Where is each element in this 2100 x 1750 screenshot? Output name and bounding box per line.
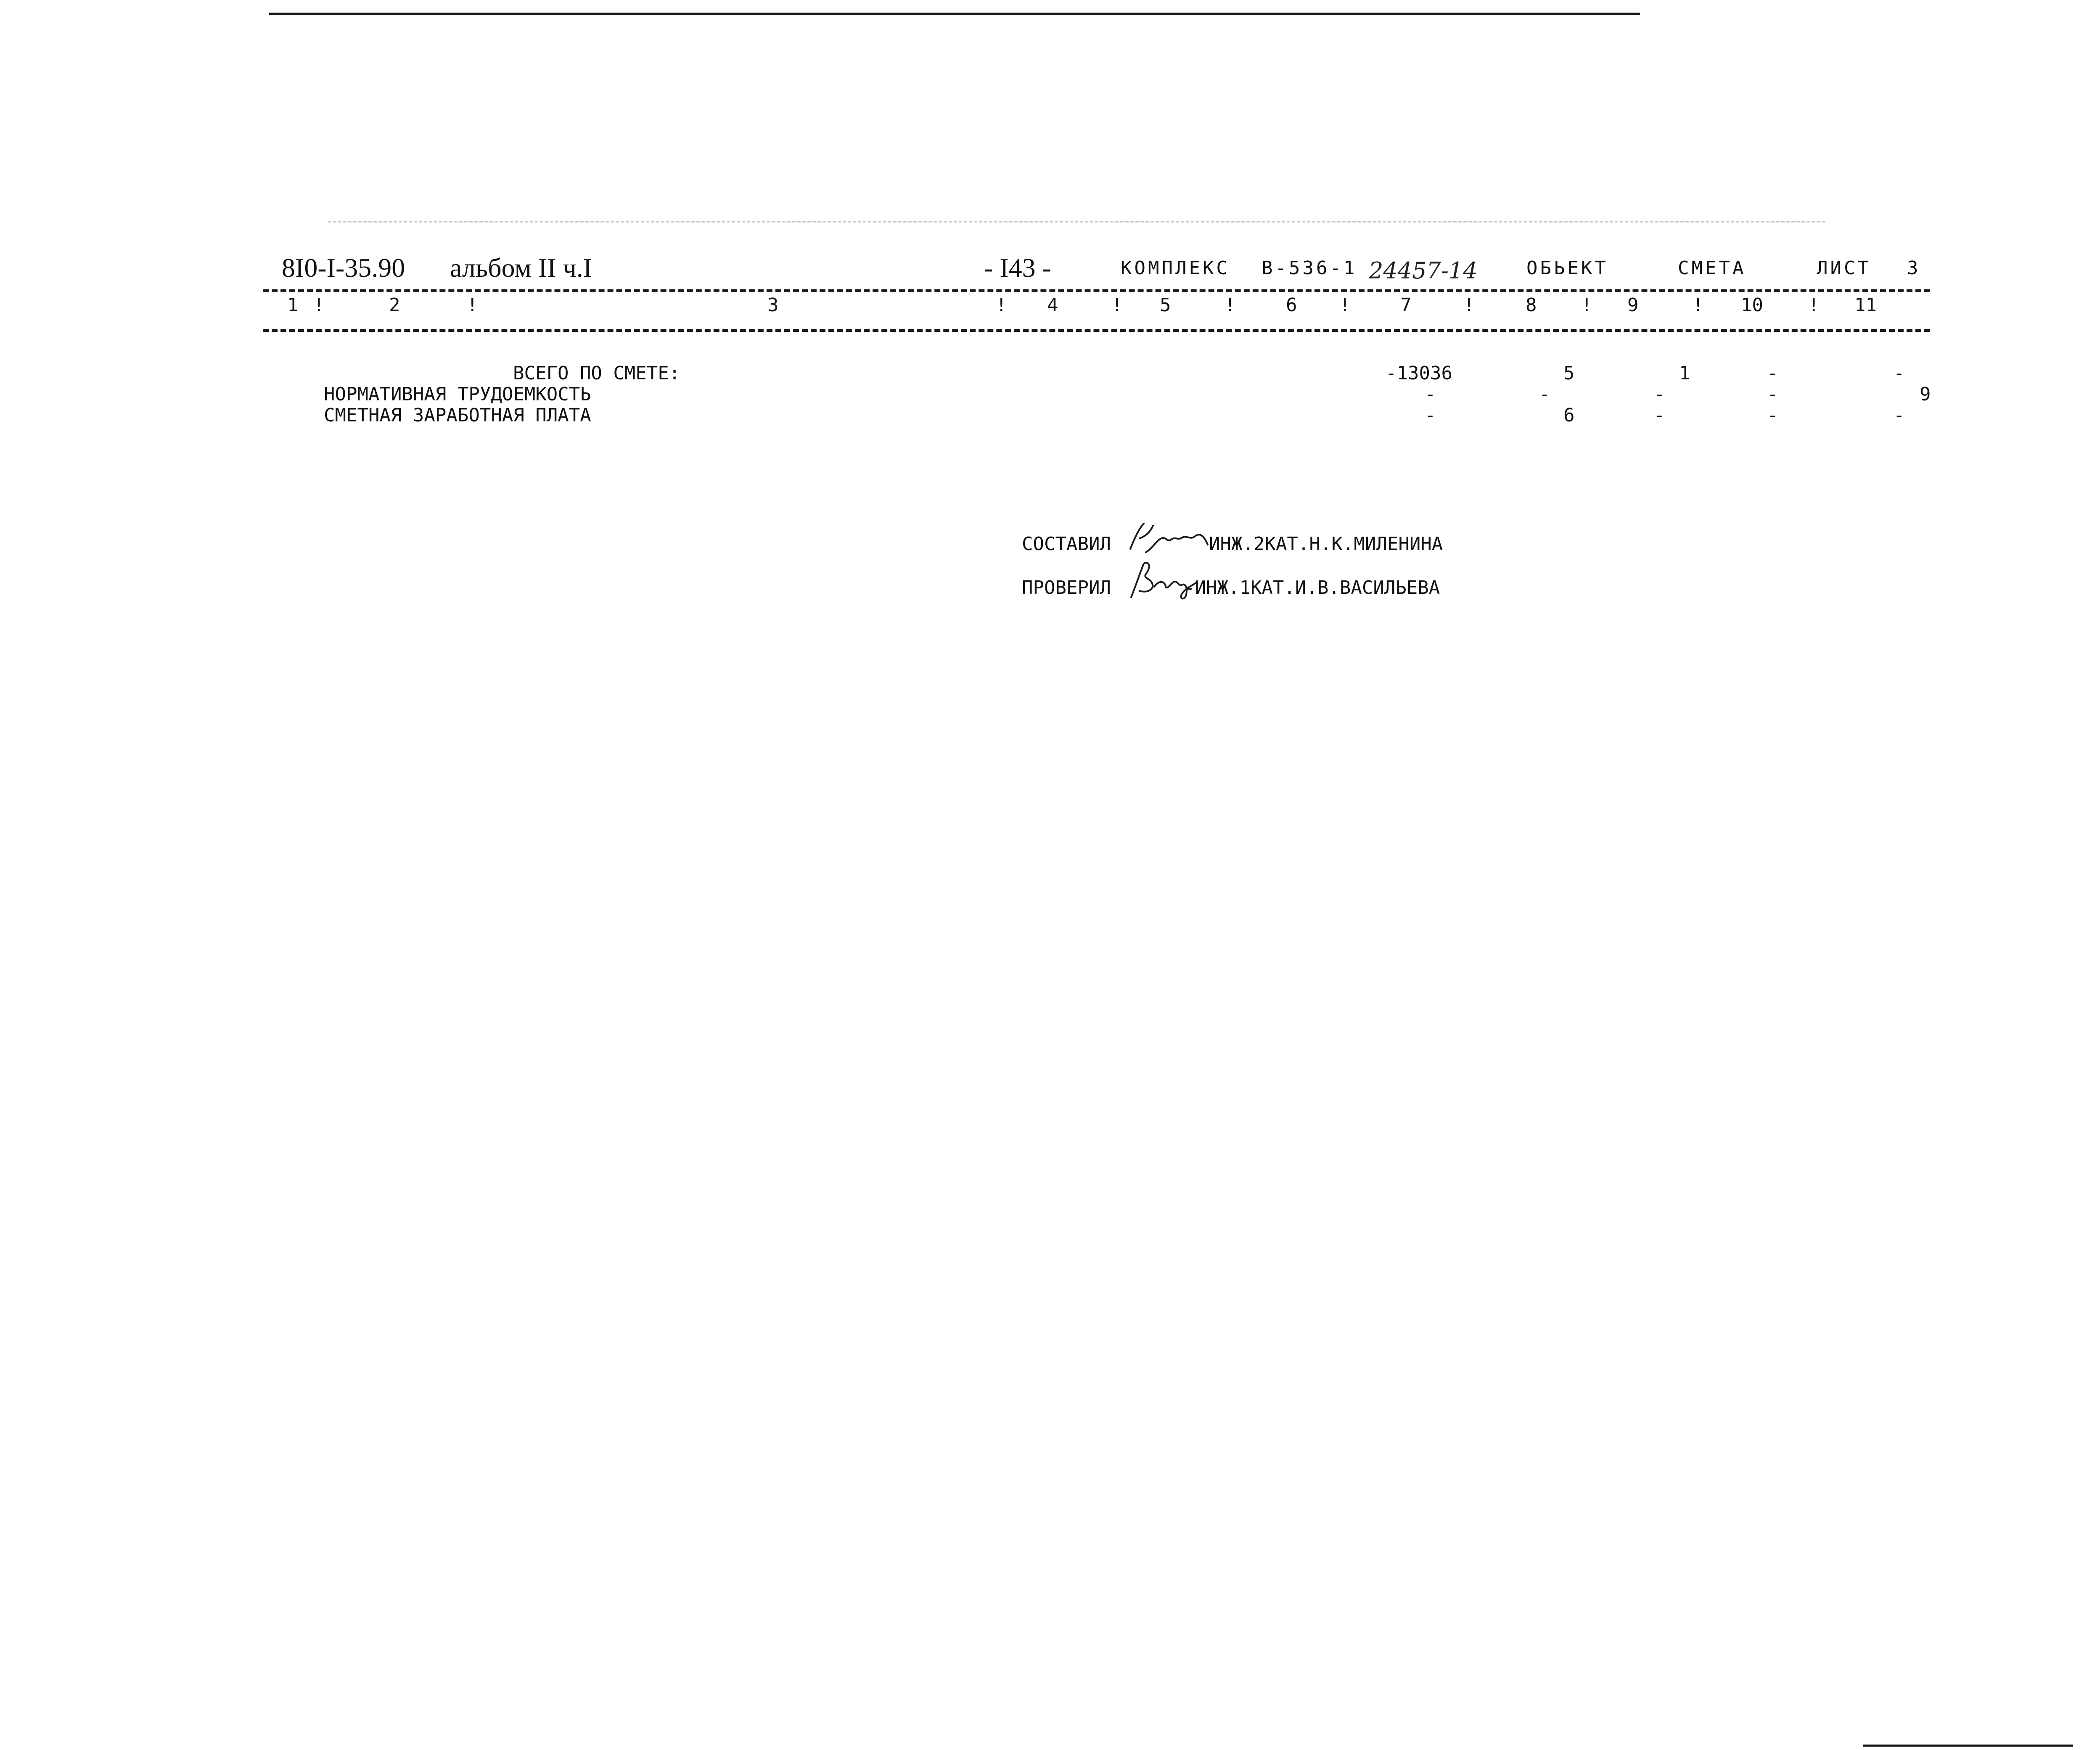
column-number: 10 <box>1741 294 1763 316</box>
wage-row-label: СМЕТНАЯ ЗАРАБОТНАЯ ПЛАТА <box>324 405 591 426</box>
wage-row-c10: - <box>1767 405 1778 426</box>
checked-label: ПРОВЕРИЛ <box>1022 577 1111 598</box>
scan-bottom-line <box>1863 1745 2073 1747</box>
total-row-label: ВСЕГО ПО СМЕТЕ: <box>513 363 680 384</box>
labor-row-c10: - <box>1767 384 1778 405</box>
column-number: 11 <box>1854 294 1877 316</box>
column-separator: ! <box>1808 294 1820 316</box>
column-separator: ! <box>313 294 325 316</box>
labor-row-c11: 9 <box>1920 384 1931 405</box>
header-rule <box>263 289 1930 292</box>
column-number: 7 <box>1400 294 1412 316</box>
column-separator: ! <box>1339 294 1351 316</box>
column-separator: ! <box>1581 294 1592 316</box>
column-number: 3 <box>767 294 779 316</box>
column-numbers-rule <box>263 329 1930 332</box>
total-row-c9: 1 <box>1679 363 1690 384</box>
labor-row-label: НОРМАТИВНАЯ ТРУДОЕМКОСТЬ <box>324 384 591 405</box>
total-row-c10: - <box>1767 363 1778 384</box>
object-label: ОБЬЕКТ <box>1526 257 1608 279</box>
sheet-number: 3 <box>1907 257 1921 279</box>
handwritten-number: 24457-14 <box>1369 257 1478 284</box>
scan-dotted-line <box>328 221 1825 222</box>
estimate-label: СМЕТА <box>1678 257 1746 279</box>
column-number: 4 <box>1047 294 1058 316</box>
page-number: - I43 - <box>984 253 1051 283</box>
wage-row-c11: - <box>1894 405 1905 426</box>
column-number: 8 <box>1526 294 1537 316</box>
album-label: альбом II ч.I <box>450 253 592 283</box>
labor-row-c8: - <box>1539 384 1550 405</box>
handwritten-signature <box>1127 519 1211 559</box>
composed-label: СОСТАВИЛ <box>1022 533 1111 555</box>
column-separator: ! <box>1111 294 1123 316</box>
column-separator: ! <box>1693 294 1704 316</box>
column-number: 6 <box>1286 294 1297 316</box>
sheet-label: ЛИСТ <box>1817 257 1871 279</box>
scan-top-line <box>269 13 1640 15</box>
column-number: 2 <box>389 294 400 316</box>
column-separator: ! <box>1225 294 1236 316</box>
complex-code: В-536-1 <box>1262 257 1357 279</box>
column-separator: ! <box>467 294 478 316</box>
column-separator: ! <box>996 294 1007 316</box>
document-code: 8I0-I-35.90 <box>282 253 405 283</box>
wage-row-c7: - <box>1425 405 1436 426</box>
column-number: 9 <box>1627 294 1639 316</box>
total-row-c8: 5 <box>1563 363 1575 384</box>
column-number: 5 <box>1160 294 1171 316</box>
column-separator: ! <box>1463 294 1475 316</box>
total-row-c7: -13036 <box>1386 363 1452 384</box>
complex-label: КОМПЛЕКС <box>1121 257 1230 279</box>
labor-row-c9: - <box>1654 384 1665 405</box>
wage-row-c9: - <box>1654 405 1665 426</box>
labor-row-c7: - <box>1425 384 1436 405</box>
total-row-c11: - <box>1894 363 1905 384</box>
composed-by: ИНЖ.2КАТ.Н.К.МИЛЕНИНА <box>1209 533 1443 555</box>
checked-by: -ИНЖ.1КАТ.И.В.ВАСИЛЬЕВА <box>1184 577 1440 598</box>
column-number: 1 <box>287 294 299 316</box>
wage-row-c8: 6 <box>1563 405 1575 426</box>
